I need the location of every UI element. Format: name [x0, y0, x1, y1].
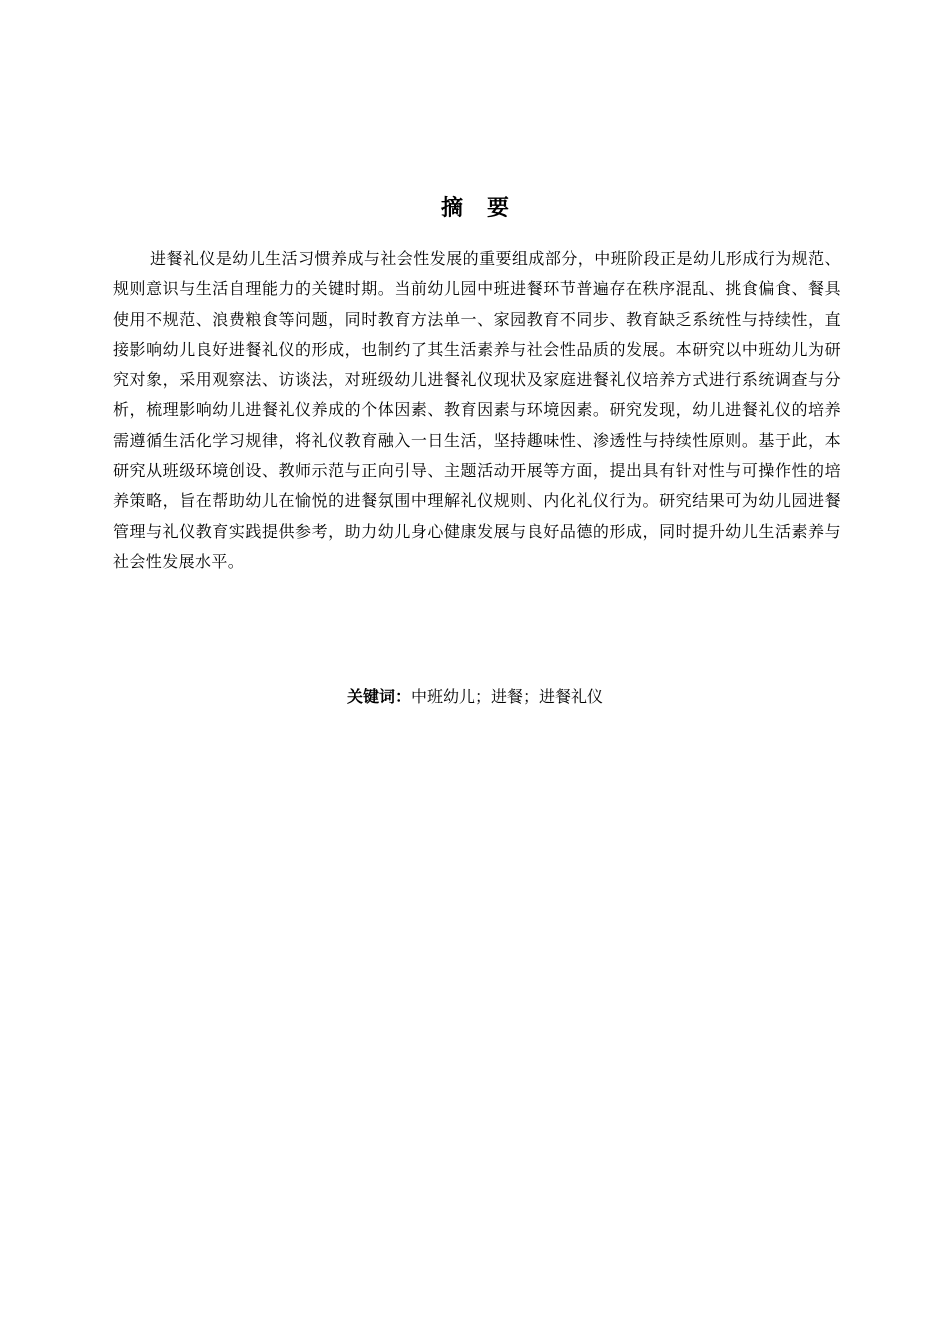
- abstract-body: 进餐礼仪是幼儿生活习惯养成与社会性发展的重要组成部分，中班阶段正是幼儿形成行为规范、规则意识与生活自理能力的关键时期。当前幼儿园中班进餐环节普遍存在秩序混乱、挑食偏食、餐具使用不规范、浪费粮食等问题，同时教育方法单一、家园教育不同步、教育缺乏系统性与持续性，直接影响幼儿良好进餐礼仪的形成，也制约了其生活素养与社会性品质的发展。本研究以中班幼儿为研究对象，采用观察法、访谈法，对班级幼儿进餐礼仪现状及家庭进餐礼仪培养方式进行系统调查与分析，梳理影响幼儿进餐礼仪养成的个体因素、教育因素与环境因素。研究发现，幼儿进餐礼仪的培养需遵循生活化学习规律，将礼仪教育融入一日生活，坚持趣味性、渗透性与持续性原则。基于此，本研究从班级环境创设、教师示范与正向引导、主题活动开展等方面，提出具有针对性与可操作性的培养策略，旨在帮助幼儿在愉悦的进餐氛围中理解礼仪规则、内化礼仪行为。研究结果可为幼儿园进餐管理与礼仪教育实践提供参考，助力幼儿身心健康发展与良好品德的形成，同时提升幼儿生活素养与社会性发展水平。: [113, 249, 841, 571]
- keywords-line: [0, 682, 950, 712]
- keywords-label: 关键词：: [346, 687, 411, 706]
- abstract-title: 摘要: [440, 195, 533, 221]
- keywords-value: 中班幼儿；进餐；进餐礼仪: [411, 687, 604, 706]
